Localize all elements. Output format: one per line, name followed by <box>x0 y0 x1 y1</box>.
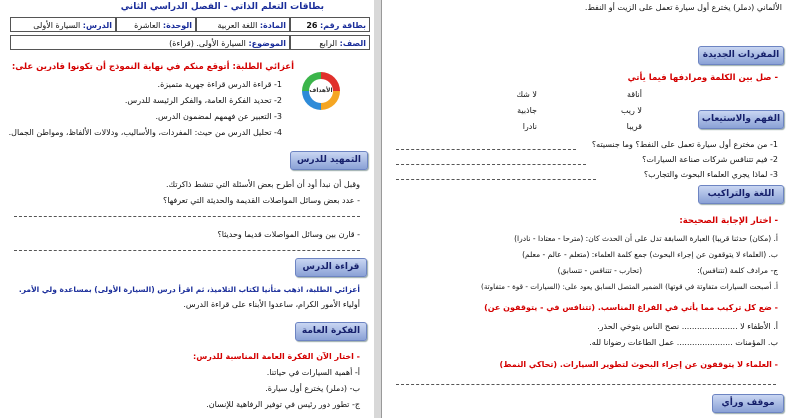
language-item-d: أ. أصبحت السيارات متفاوتة في قوتها) الضمير المتصل السابق يعود على: (السيارات - قوة - متفاوتة) <box>481 282 778 291</box>
goal-item-4: 4- تحليل الدرس من حيث: المفردات، والأساليب، ودلالات الألفاظ، ومواطن الجمال. <box>8 128 282 137</box>
language-banner: اللغة والتراكيب <box>698 185 784 204</box>
fill-instruction: - ضع كل تركيب مما يأتي في الفراغ المناسب. (تتنافس في - يتوقفون عن) <box>484 303 778 312</box>
goals-wheel-icon <box>302 72 340 110</box>
answer-line <box>14 216 360 217</box>
topic-label: الموضوع: <box>248 39 286 48</box>
fill-item-b: ب. المؤمنات ...................... عمل الطاعات رضوانا لله. <box>589 338 778 347</box>
general-idea-option-b: ب- (دملر) يخترع أول سيارة. <box>265 384 360 393</box>
answer-line <box>396 179 596 180</box>
answer-line <box>396 164 586 165</box>
reading-instruction: أعزائي الطلبة، اذهب متأنيا لكتاب التلاميذ، ثم اقرأ درس (السيارة الأولى) بمساعدة ولي الأمر. <box>18 285 360 294</box>
right-page <box>381 0 791 418</box>
card-number-cell <box>290 17 370 32</box>
card-number-value: 26 <box>306 21 318 30</box>
fill-item-a: أ. الأطفاء لا ...................... نصح الناس بتوخي الحذر. <box>597 322 778 331</box>
comprehension-question-3: 3- لماذا يجري العلماء البحوث والتجارب؟ <box>643 170 778 179</box>
language-item-c-options: (تحارب - تتنافس - تتسابق) <box>557 266 642 275</box>
general-idea-instruction: - اختار الآن الفكرة العامة المناسبة للدرس: <box>193 352 360 361</box>
opinion-banner: موقف ورأي <box>712 394 784 413</box>
intro-question-2: - قارن بين وسائل المواصلات قديما وحديثا؟ <box>217 230 360 239</box>
vocab-meaning-3: نادرا <box>522 122 537 131</box>
lesson-cell <box>10 17 116 32</box>
grade-label: الصف: <box>339 39 366 48</box>
topic-cell <box>10 35 290 50</box>
vocab-meaning-2: جاذبية <box>517 106 537 115</box>
comprehension-question-1: 1- من مخترع أول سيارة تعمل على النفط؟ وما جنسيته؟ <box>591 140 778 149</box>
vocabulary-banner: المفردات الجديدة <box>698 46 784 65</box>
cards-title: بطاقات التعلم الذاتي - الفصل الدراسي الثاني <box>120 2 324 12</box>
page-gap <box>374 0 381 418</box>
general-idea-banner: الفكرة العامة <box>295 322 367 341</box>
language-item-c: ج- مرادف كلمة (تتنافس): <box>697 266 778 275</box>
vocab-word-3: قريبا <box>626 122 642 131</box>
intro-text: وقبل أن نبدأ أود أن أطرح بعض الأسئلة التي تنشط ذاكرتك. <box>165 180 360 189</box>
goals-intro: أعزائي الطلبة: أتوقع منكم في نهاية النموذج أن تكونوا قادرين على: <box>11 62 294 72</box>
subject-value: اللغة العربية <box>217 21 258 30</box>
grade-value: الرابع <box>319 39 338 48</box>
goal-item-2: 2- تحديد الفكرة العامة، والفكر الرئيسة للدرس. <box>124 96 282 105</box>
subject-cell <box>196 17 290 32</box>
goal-item-1: 1- قراءة الدرس قراءة جهرية متميزة. <box>157 80 282 89</box>
language-instruction: - اختار الإجابة الصحيحة: <box>679 216 778 226</box>
comprehension-question-2: 2- فيم تتنافس شركات صناعة السيارات؟ <box>642 155 778 164</box>
unit-cell <box>116 17 196 32</box>
general-idea-option-c: ج- تطور دور رئيس في توفير الرفاهية للإنسان. <box>206 400 360 409</box>
vocab-word-2: لا ريب <box>620 106 642 115</box>
style-imitation-line: - العلماء لا يتوقفون عن إجراء البحوث لتطوير السيارات. (تحاكي النمط) <box>499 360 778 369</box>
reading-banner: قراءة الدرس <box>295 258 367 277</box>
comprehension-banner: الفهم والاستيعاب <box>698 110 784 129</box>
answer-line <box>14 250 360 251</box>
general-idea-option-a: أ- أهمية السيارات في حياتنا. <box>266 368 360 377</box>
answer-line <box>396 149 576 150</box>
language-item-b: ب. (العلماء لا يتوقفون عن إجراء البحوث) جمع كلمة العلماء: (متعلم - عالم - معلم) <box>522 250 778 259</box>
previous-answer-line: الألماني (دملر) يخترع أول سيارة تعمل على الزيت أو النفط. <box>584 3 782 12</box>
subject-label: المادة: <box>259 21 286 30</box>
vocab-meaning-1: لا شك <box>516 90 537 99</box>
card-number-label: بطاقة رقم: <box>320 21 366 30</box>
lesson-label: الدرس: <box>82 21 112 30</box>
answer-line <box>396 384 776 385</box>
intro-banner: التمهيد للدرس <box>290 151 368 170</box>
unit-label: الوحدة: <box>162 21 192 30</box>
goal-item-3: 3- التعبير عن فهمهم لمضمون الدرس. <box>155 112 282 121</box>
intro-question-1: - عدد بعض وسائل المواصلات القديمة والحديثة التي تعرفها؟ <box>163 196 360 205</box>
lesson-value: السيارة الأولى <box>33 21 81 30</box>
vocab-word-1: أناقة <box>627 90 642 99</box>
goals-icon-label: الأهداف <box>309 79 333 103</box>
unit-value: العاشرة <box>134 21 161 30</box>
grade-cell <box>290 35 370 50</box>
language-item-a: أ. (مكان) حدثنا قريبا) العبارة السابقة تدل على أن الحدث كان: (مترحا - معتادا - نادرا) <box>514 234 778 243</box>
reading-parents-note: أولياء الأمور الكرام، ساعدوا الأبناء على قراءة الدرس. <box>183 300 360 309</box>
topic-value: السيارة الأولى. (قراءة) <box>169 39 246 48</box>
left-page <box>0 0 375 418</box>
vocabulary-instruction: - صل بين الكلمة ومرادفها فيما يأتي <box>627 73 778 83</box>
